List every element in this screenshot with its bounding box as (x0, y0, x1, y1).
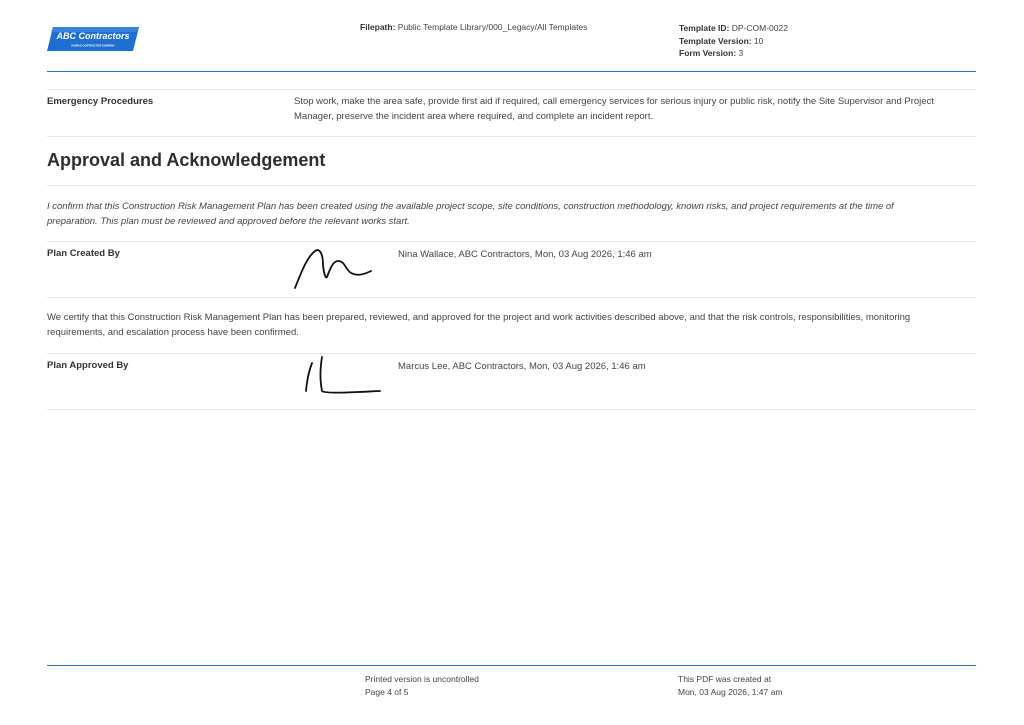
logo-subtext: SAMPLE CONTRACTOR COMPANY (71, 44, 115, 48)
certification-line-1: We certify that this Construction Risk Management Plan has been prepared, reviewed, and approved for the project and work activities described above, and that the risk controls, responsibilities, monitoring (47, 312, 911, 323)
pdf-created-label: This PDF was created at (678, 674, 772, 684)
form-version-value: 3 (736, 48, 744, 58)
emergency-procedures-value (294, 94, 976, 124)
plan-created-by-value: Nina Wallace, ABC Contractors, Mon, 03 Aug 2026, 1:46 am (398, 249, 652, 260)
template-info (679, 22, 788, 60)
form-version (679, 47, 788, 60)
template-id-label: Template ID: (679, 23, 730, 33)
pdf-created-value: Mon, 03 Aug 2026, 1:47 am (678, 686, 783, 697)
page-header (47, 18, 976, 72)
certification-line-2: requirements, and escalation process have been confirmed. (47, 326, 299, 338)
company-logo (47, 26, 139, 52)
header-divider (47, 71, 976, 72)
filepath-value: Public Template Library/000_Legacy/All Templates (395, 22, 588, 32)
row-divider (47, 409, 976, 410)
uncontrolled-note: Printed version is uncontrolled (365, 674, 479, 684)
confirmation-statement (47, 200, 947, 229)
row-divider (47, 241, 976, 242)
confirmation-line-1: I confirm that this Construction Risk Management Plan has been created using the available project scope, site conditions, construction methodology, known risks, and project requirements at the time of (47, 201, 894, 212)
emergency-line-1: Stop work, make the area safe, provide first aid if required, call emergency services for serious injury or public risk, notify the Site Supervisor and Project (294, 96, 934, 107)
plan-approved-by-value: Marcus Lee, ABC Contractors, Mon, 03 Aug 2026, 1:46 am (398, 361, 646, 372)
confirmation-line-2: preparation. This plan must be reviewed and approved before the relevant works start. (47, 215, 410, 227)
plan-approved-by-label: Plan Approved By (47, 360, 129, 371)
row-divider (47, 353, 976, 354)
emergency-procedures-label: Emergency Procedures (47, 96, 154, 107)
template-id (679, 22, 788, 35)
approved-by-signature (298, 353, 398, 403)
footer-center (365, 673, 479, 698)
template-version (679, 35, 788, 48)
certification-statement (47, 311, 947, 340)
row-divider (47, 185, 976, 186)
filepath-label: Filepath: (360, 22, 396, 32)
emergency-line-2: Manager, preserve the incident area where required, and complete an incident report. (294, 111, 654, 122)
logo-text: ABC Contractors (56, 31, 130, 41)
row-divider (47, 89, 976, 90)
filepath (360, 22, 587, 32)
template-version-label: Template Version: (679, 35, 752, 46)
page-number: Page 4 of 5 (365, 686, 409, 697)
row-divider (47, 136, 976, 137)
row-divider (47, 297, 976, 298)
created-by-signature (293, 243, 393, 293)
form-version-label: Form Version: (679, 48, 737, 58)
footer-divider (47, 665, 976, 666)
footer-right (678, 673, 782, 698)
plan-created-by-label: Plan Created By (47, 248, 120, 259)
template-id-value: DP-COM-0022 (729, 23, 788, 33)
section-title: Approval and Acknowledgement (47, 150, 326, 170)
template-version-value: 10 (751, 35, 764, 46)
